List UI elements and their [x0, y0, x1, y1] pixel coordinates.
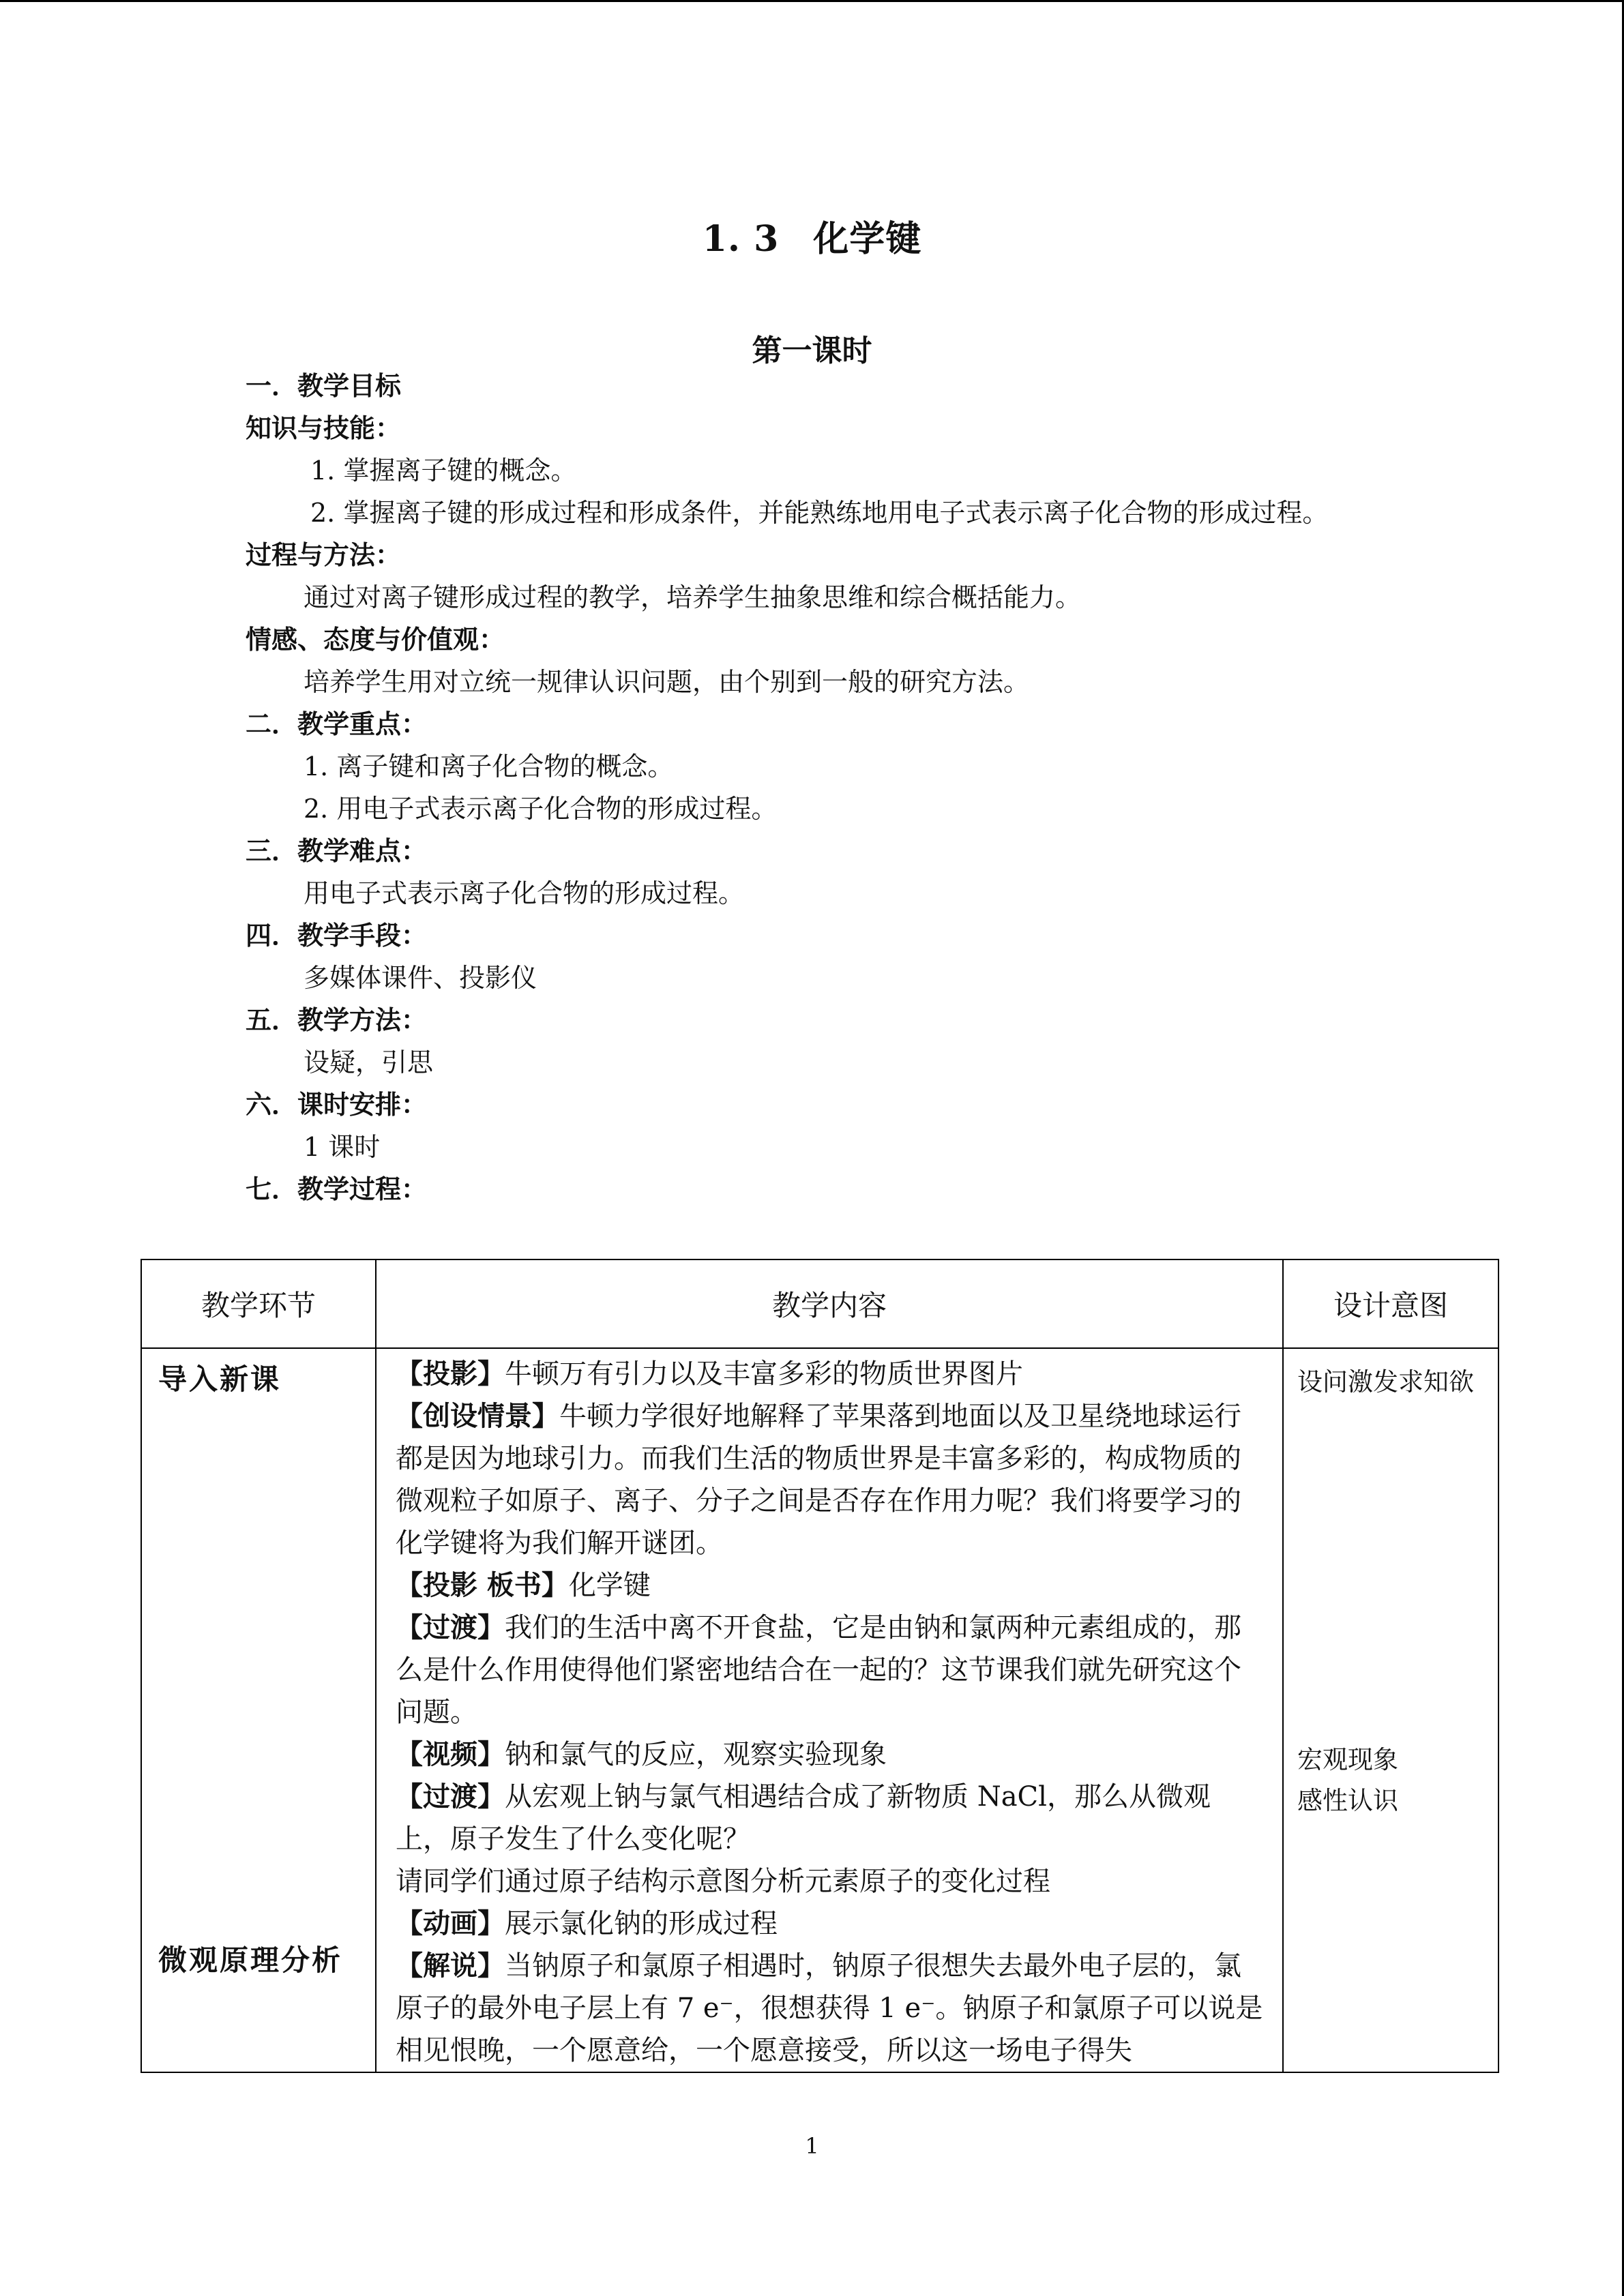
- content-paragraph: [396, 1903, 1263, 1945]
- content-paragraph: [396, 1776, 1263, 1860]
- lesson-subtitle: 第一课时: [752, 333, 872, 368]
- teaching-process-table: [141, 1259, 1499, 2073]
- knowledge-heading: 知识与技能：: [246, 413, 402, 443]
- content-text: 牛顿万有引力以及丰富多彩的物质世界图片: [505, 1358, 1023, 1390]
- lesson-plan-body: [246, 365, 1391, 1210]
- objectives-heading: 一．教学目标: [246, 371, 402, 401]
- content-text: 化学键: [568, 1570, 651, 1601]
- content-text: 牛顿力学很好地解释了苹果落到地面以及卫星绕地球运行都是因为地球引力。而我们生活的物质世界是丰富多彩的，构成物质的微观粒子如原子、离子、分子之间是否存在作用力呢？我们将要学习的化学键将为我们解开谜团。: [396, 1401, 1241, 1559]
- means-heading: 四．教学手段：: [246, 921, 428, 951]
- content-text: 当钠原子和氯原子相遇时，钠原子很想失去最外电子层的，氯原子的最外电子层上有 7 e⁻，很想获得 1 e⁻。钠原子和氯原子可以说是相见恨晚，一个愿意给，一个愿意接受，所以这一场电子得失: [396, 1950, 1263, 2066]
- content-tag: 【投影】: [396, 1358, 505, 1390]
- document-title: [0, 210, 1624, 261]
- process-heading: 七．教学过程：: [246, 1174, 428, 1204]
- content-text: 展示氯化钠的形成过程: [505, 1908, 778, 1939]
- methods-heading: 五．教学方法：: [246, 1005, 428, 1035]
- content-cell: [376, 1348, 1283, 2072]
- content-text: 我们的生活中离不开食盐，它是由钠和氯两种元素组成的，那么是什么作用使得他们紧密地结合在一起的？这节课我们就先研究这个问题。: [396, 1612, 1241, 1728]
- table-row: [141, 1348, 1498, 2072]
- emotion-text: 培养学生用对立统一规律认识问题，由个别到一般的研究方法。: [304, 667, 1030, 697]
- difficulty-heading: 三．教学难点：: [246, 836, 428, 866]
- page-border-top: [0, 0, 1624, 2]
- knowledge-item-1: 1. 掌握离子键的概念。: [310, 456, 577, 486]
- content-tag: 【创设情景】: [396, 1401, 559, 1432]
- intent-curiosity: 设问激发求知欲: [1297, 1367, 1474, 1397]
- title-number: 1. 3: [702, 218, 780, 260]
- intent-macro: 宏观现象: [1297, 1745, 1398, 1774]
- page-number: 1: [805, 2133, 819, 2159]
- methods-text: 设疑，引思: [304, 1047, 434, 1077]
- schedule-text: 1 课时: [304, 1132, 381, 1162]
- keypoints-heading: 二．教学重点：: [246, 709, 428, 739]
- header-stage: 教学环节: [141, 1259, 376, 1348]
- content-paragraph: [396, 1564, 1263, 1607]
- intent-perceptual: 感性认识: [1297, 1786, 1398, 1815]
- content-text: 钠和氯气的反应，观察实验现象: [505, 1739, 887, 1770]
- schedule-heading: 六．课时安排：: [246, 1090, 428, 1120]
- title-text: 化学键: [813, 219, 922, 260]
- means-text: 多媒体课件、投影仪: [304, 963, 537, 993]
- content-paragraph: [396, 1395, 1263, 1564]
- content-paragraph: [396, 1945, 1263, 2072]
- stage-cell: [141, 1348, 376, 2072]
- content-tag: 【投影 板书】: [396, 1570, 569, 1601]
- content-paragraph: [396, 1733, 1263, 1776]
- knowledge-item-2: 2. 掌握离子键的形成过程和形成条件，并能熟练地用电子式表示离子化合物的形成过程。: [310, 498, 1329, 528]
- content-tag: 【过渡】: [396, 1612, 505, 1643]
- content-text: 请同学们通过原子结构示意图分析元素原子的变化过程: [396, 1866, 1050, 1897]
- content-paragraph: [396, 1860, 1263, 1903]
- keypoint-item-1: 1. 离子键和离子化合物的概念。: [304, 751, 674, 781]
- content-tag: 【解说】: [396, 1950, 505, 1982]
- keypoint-item-2: 2. 用电子式表示离子化合物的形成过程。: [304, 794, 778, 824]
- content-paragraph: [396, 1607, 1263, 1733]
- content-tag: 【动画】: [396, 1908, 505, 1939]
- header-intent: 设计意图: [1283, 1259, 1498, 1348]
- header-content: 教学内容: [376, 1259, 1283, 1348]
- content-tag: 【过渡】: [396, 1781, 505, 1813]
- emotion-heading: 情感、态度与价值观：: [246, 625, 505, 655]
- content-paragraph: [396, 1353, 1263, 1395]
- stage-intro: 导入新课: [158, 1362, 282, 1396]
- content-text: 从宏观上钠与氯气相遇结合成了新物质 NaCl，那么从微观上，原子发生了什么变化呢？: [396, 1781, 1211, 1855]
- content-tag: 【视频】: [396, 1739, 505, 1770]
- difficulty-text: 用电子式表示离子化合物的形成过程。: [304, 878, 745, 908]
- table-header-row: [141, 1259, 1498, 1348]
- intent-cell: [1283, 1348, 1498, 2072]
- stage-micro-analysis: 微观原理分析: [158, 1943, 343, 1977]
- method-text: 通过对离子键形成过程的教学，培养学生抽象思维和综合概括能力。: [304, 582, 1082, 612]
- method-heading: 过程与方法：: [246, 540, 402, 570]
